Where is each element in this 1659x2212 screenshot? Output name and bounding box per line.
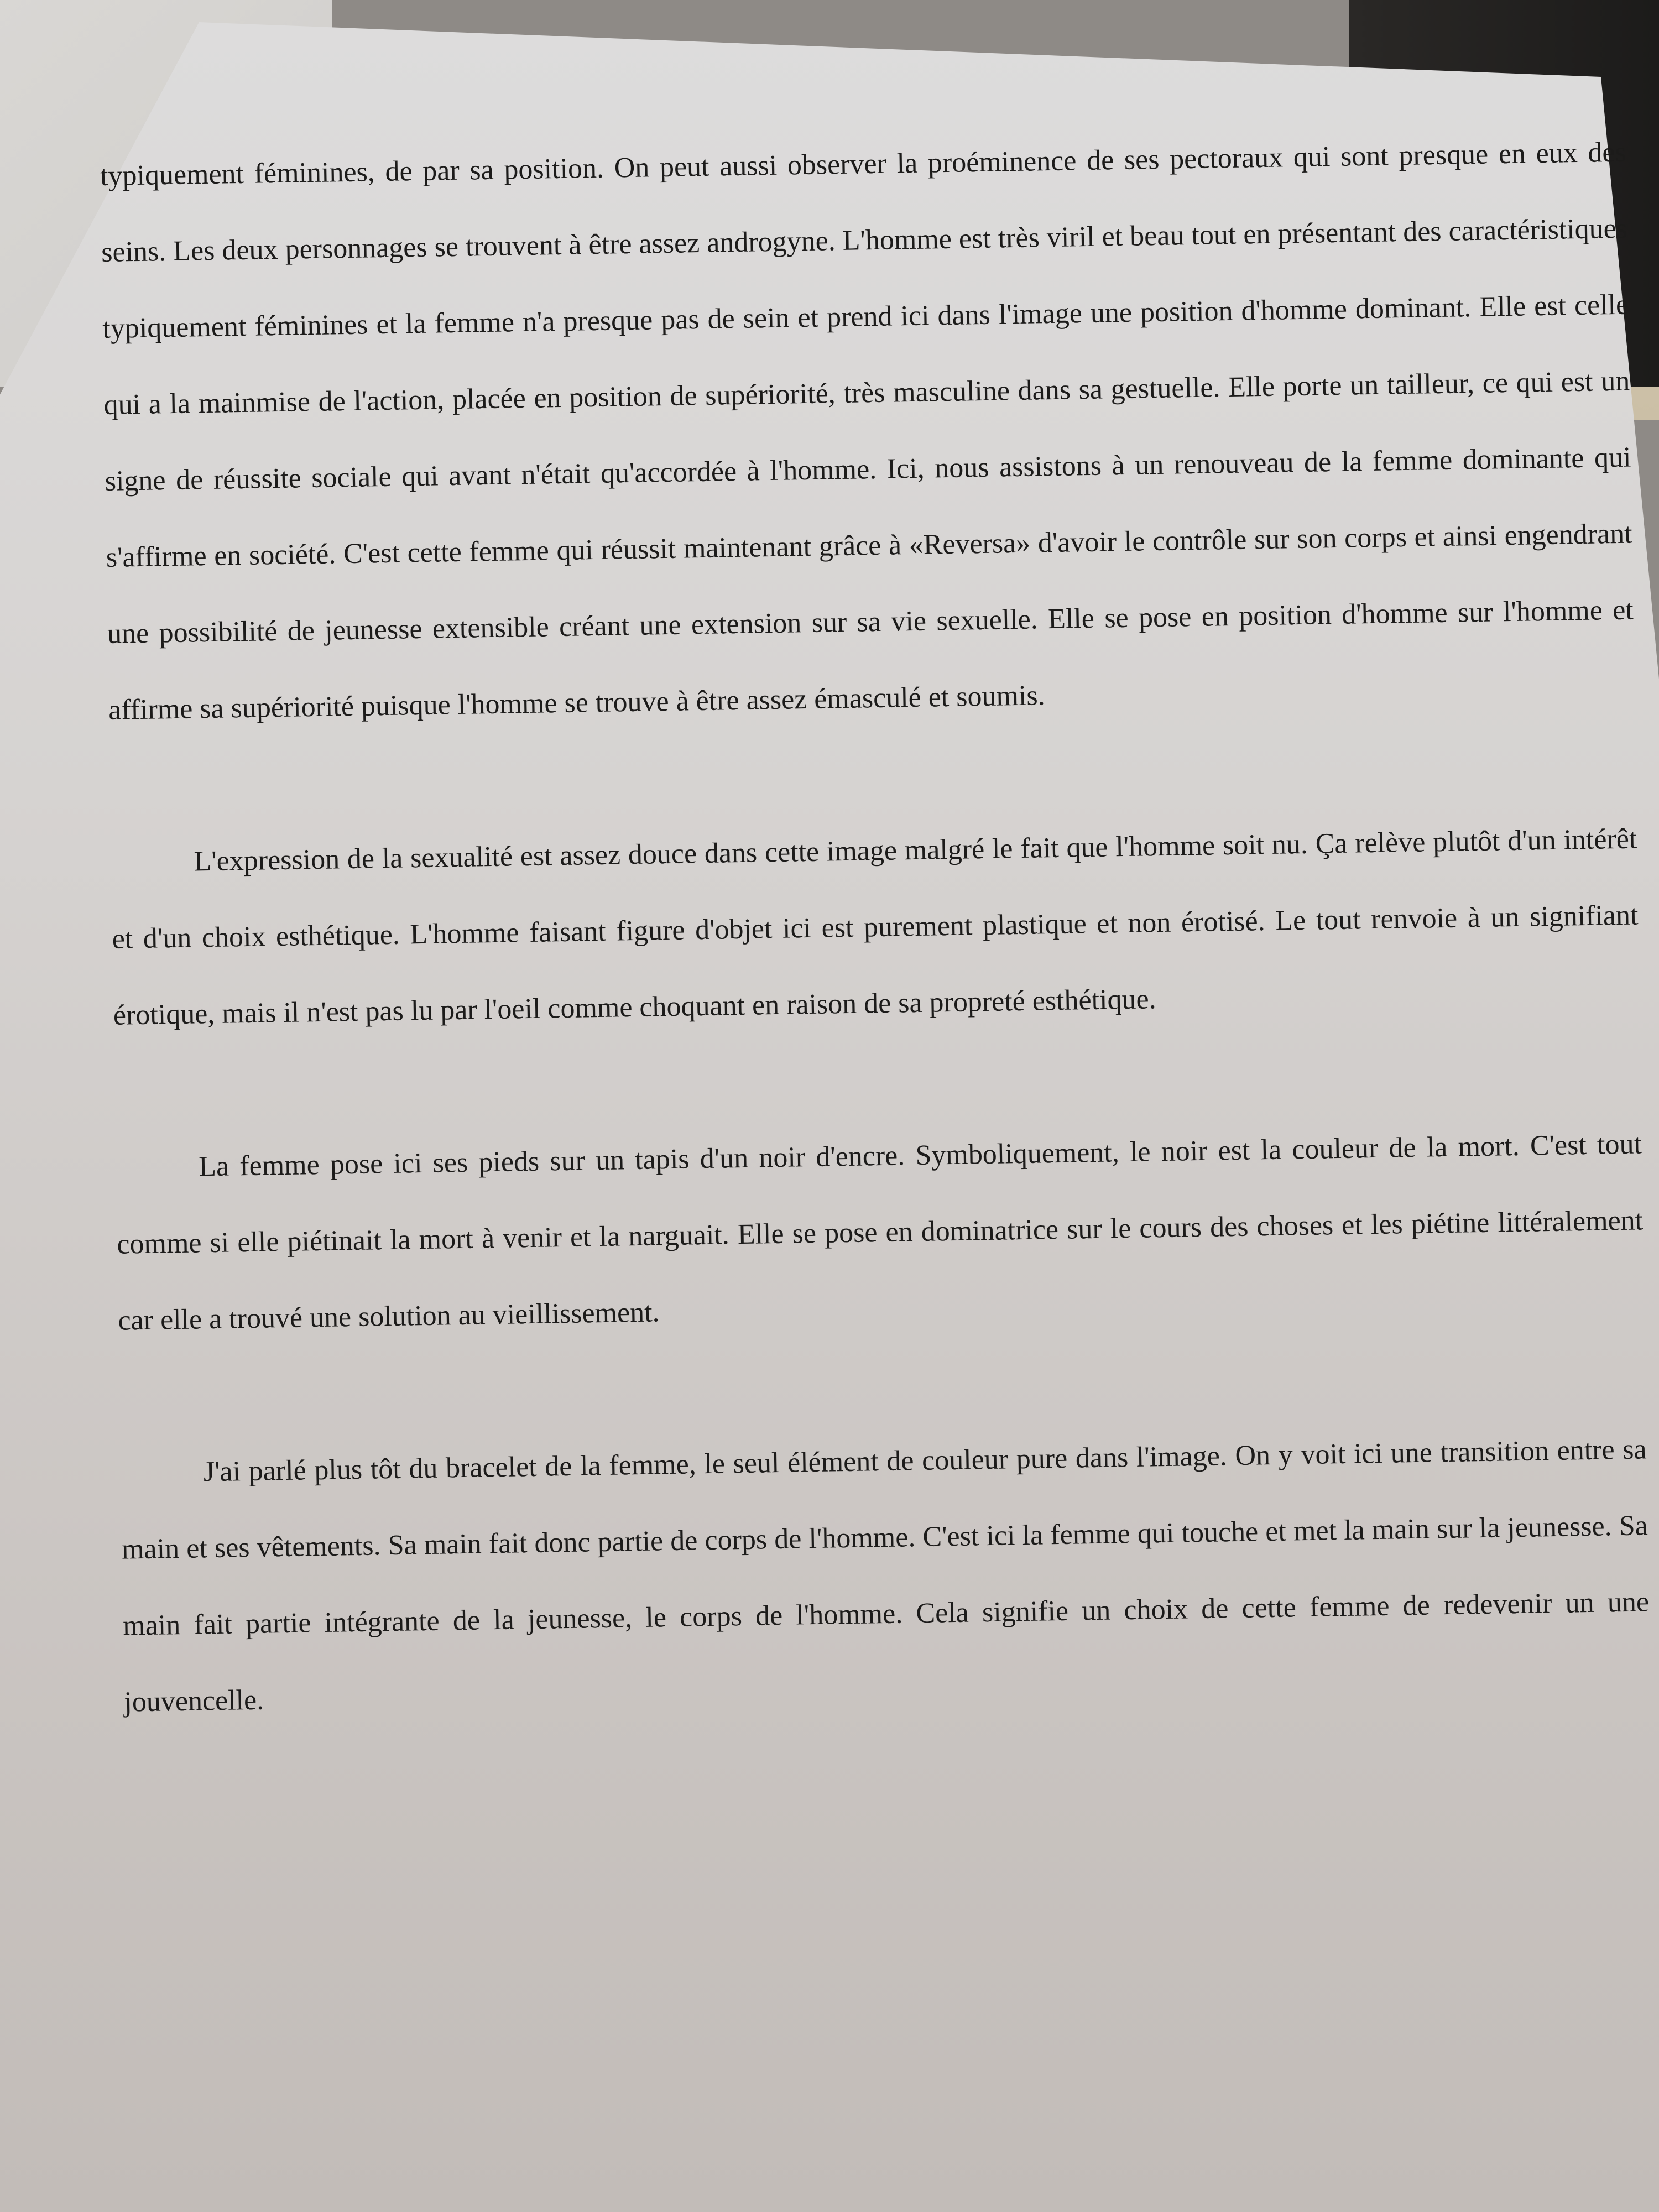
paragraph-1: typiquement féminines, de par sa position. On peut aussi observer la proéminence de ses pectoraux qui sont presque en eux des seins. Les deux personnages se trouvent à être assez androgyne. L'homme est très viril et beau tout en présentant des caractéristiques typiquement féminines et la femme n'a presque pas de sein et prend ici dans l'image une position d'homme dominant. Elle est celle qui a la mainmise de l'action, placée en position de supériorité, très masculine dans sa gestuelle. Elle porte un tailleur, ce qui est un signe de réussite sociale qui avant n'était qu'accordée à l'homme. Ici, nous assistons à un renouveau de la femme dominante qui s'affirme en société. C'est cette femme qui réussit maintenant grâce à «Reversa» d'avoir le contrôle sur son corps et ainsi engendrant une possibilité de jeunesse extensible créant une extension sur sa vie sexuelle. Elle se pose en position d'homme sur l'homme et affirme sa supériorité puisque l'homme se trouve à être assez émasculé et soumis. (100, 136, 1634, 726)
paragraph-3: La femme pose ici ses pieds sur un tapis d'un noir d'encre. Symboliquement, le noir est la couleur de la mort. C'est tout comme si elle piétinait la mort à venir et la narguait. Elle se pose en dominatrice sur le cours des choses et les piétine littéralement car elle a trouvé une solution au vieillissement. (116, 1128, 1644, 1337)
paragraph-2: L'expression de la sexualité est assez douce dans cette image malgré le fait que l'homme soit nu. Ça relève plutôt d'un intérêt et d'un choix esthétique. L'homme faisant figure d'objet ici est purement plastique et non érotisé. Le tout renvoie à un signifiant érotique, mais il n'est pas lu par l'oeil comme choquant en raison de sa propreté esthétique. (112, 823, 1639, 1031)
document-body (100, 114, 1651, 1741)
paragraph-4: J'ai parlé plus tôt du bracelet de la femme, le seul élément de couleur pure dans l'image. On y voit ici une transition entre sa main et ses vêtements. Sa main fait donc partie de corps de l'homme. C'est ici la femme qui touche et met la main sur la jeunesse. Sa main fait partie intégrante de la jeunesse, le corps de l'homme. Cela signifie un choix de cette femme de redevenir un une jouvencelle. (121, 1433, 1650, 1718)
